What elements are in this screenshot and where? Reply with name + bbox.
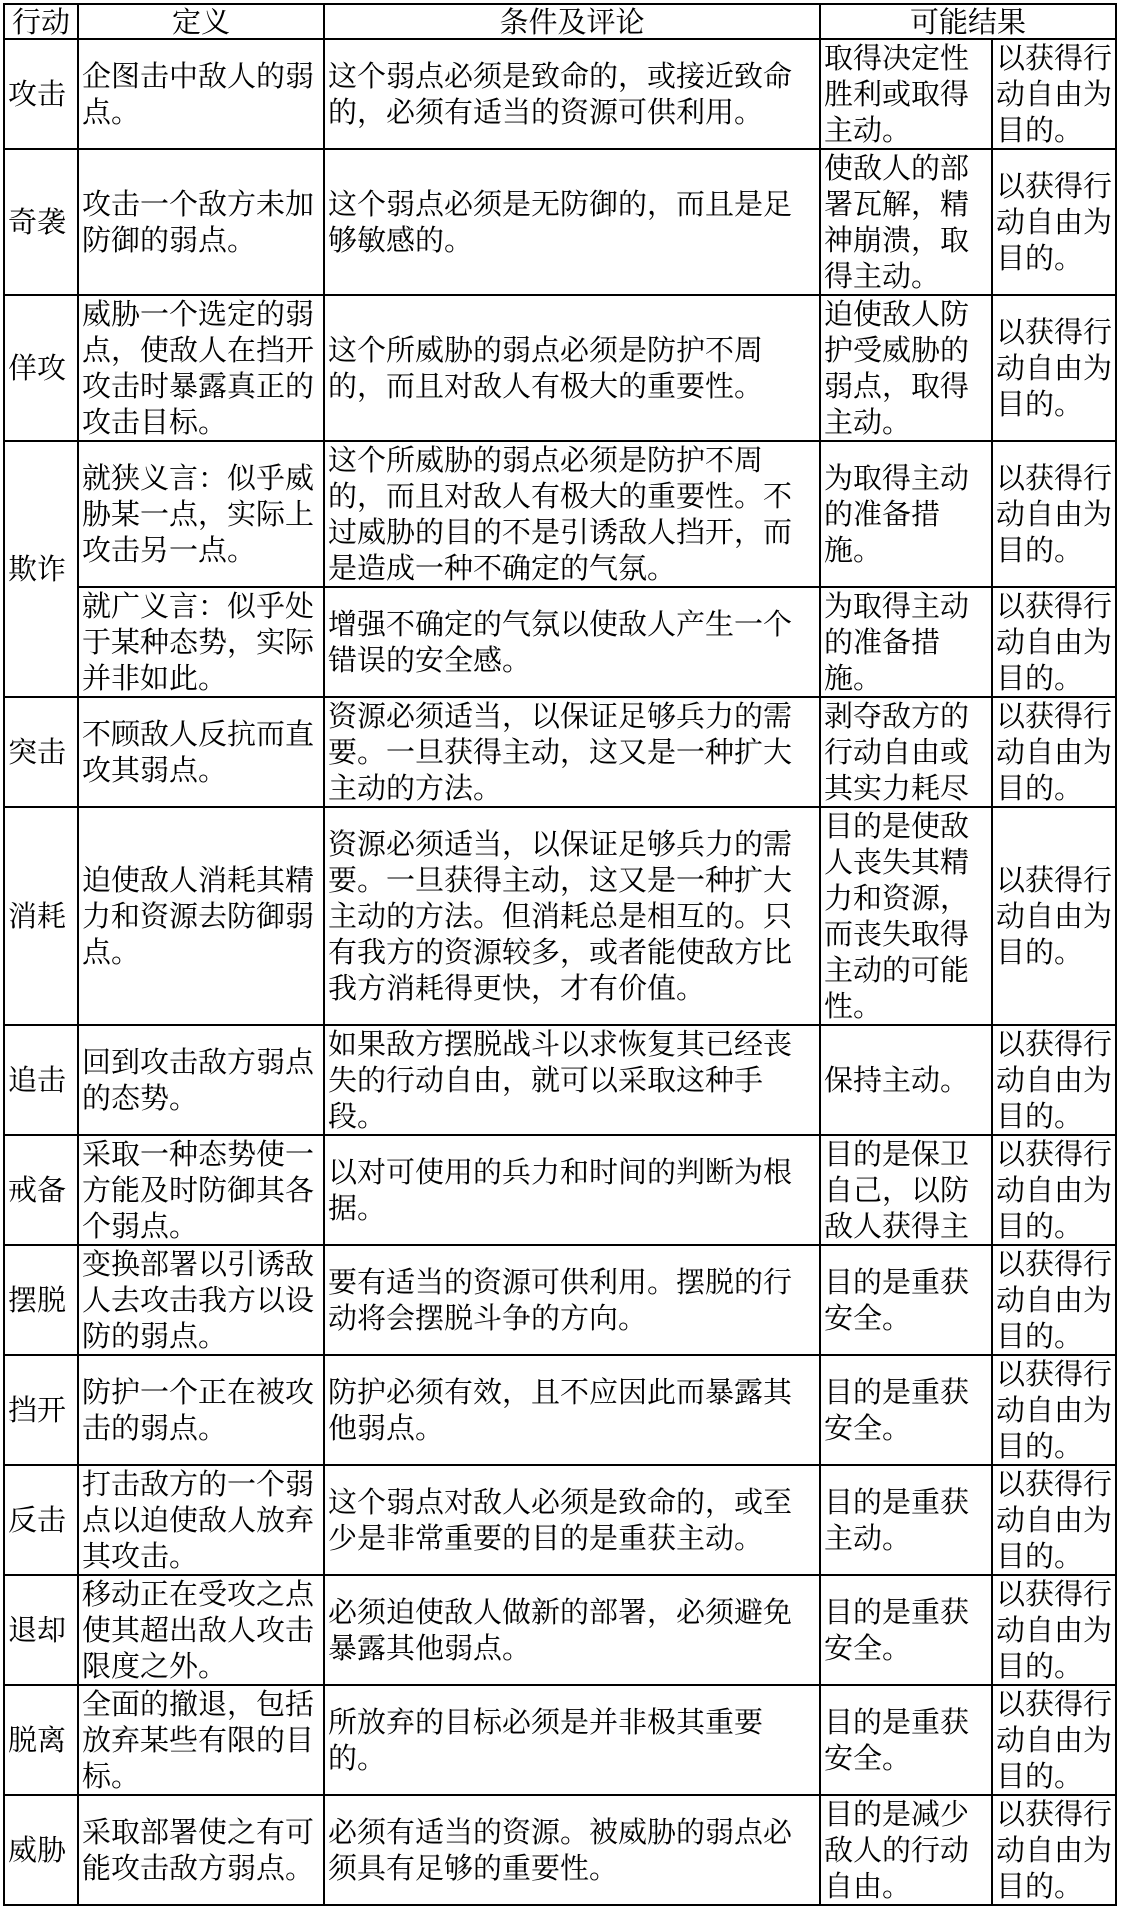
action-cell: 摆脱 <box>4 1245 78 1355</box>
definition-cell: 迫使敌人消耗其精力和资源去防御弱点。 <box>78 807 324 1025</box>
action-cell: 追击 <box>4 1025 78 1135</box>
action-cell: 奇袭 <box>4 149 78 295</box>
definition-cell: 企图击中敌人的弱点。 <box>78 39 324 149</box>
action-cell: 反击 <box>4 1465 78 1575</box>
result-cell: 为取得主动的准备措施。 <box>820 587 992 697</box>
condition-cell: 如果敌方摆脱战斗以求恢复其已经丧失的行动自由，就可以采取这种手段。 <box>324 1025 820 1135</box>
header-definition: 定义 <box>78 4 324 39</box>
definition-cell: 攻击一个敌方未加防御的弱点。 <box>78 149 324 295</box>
result-cell: 取得决定性胜利或取得主动。 <box>820 39 992 149</box>
header-row <box>4 4 1116 39</box>
condition-cell: 防护必须有效，且不应因此而暴露其他弱点。 <box>324 1355 820 1465</box>
condition-cell: 所放弃的目标必须是并非极其重要的。 <box>324 1685 820 1795</box>
condition-cell: 必须有适当的资源。被威胁的弱点必须具有足够的重要性。 <box>324 1795 820 1905</box>
action-cell: 消耗 <box>4 807 78 1025</box>
goal-cell: 以获得行动自由为目的。 <box>992 1355 1116 1465</box>
action-cell: 退却 <box>4 1575 78 1685</box>
action-cell: 戒备 <box>4 1135 78 1245</box>
goal-cell: 以获得行动自由为目的。 <box>992 1795 1116 1905</box>
result-cell: 目的是保卫自己，以防敌人获得主 <box>820 1135 992 1245</box>
condition-cell: 这个所威胁的弱点必须是防护不周的，而且对敌人有极大的重要性。不过威胁的目的不是引诱敌人挡开，而是造成一种不确定的气氛。 <box>324 441 820 587</box>
action-cell: 欺诈 <box>4 441 78 697</box>
definition-cell: 回到攻击敌方弱点的态势。 <box>78 1025 324 1135</box>
action-cell: 佯攻 <box>4 295 78 441</box>
row-surprise <box>4 149 1116 295</box>
definition-cell: 不顾敌人反抗而直攻其弱点。 <box>78 697 324 807</box>
goal-cell: 以获得行动自由为目的。 <box>992 441 1116 587</box>
header-condition: 条件及评论 <box>324 4 820 39</box>
row-deception-narrow <box>4 441 1116 587</box>
row-assault <box>4 697 1116 807</box>
goal-cell: 以获得行动自由为目的。 <box>992 295 1116 441</box>
definition-cell: 就广义言：似乎处于某种态势，实际并非如此。 <box>78 587 324 697</box>
row-attrition <box>4 807 1116 1025</box>
definition-cell: 变换部署以引诱敌人去攻击我方以设防的弱点。 <box>78 1245 324 1355</box>
result-cell: 使敌人的部署瓦解，精神崩溃，取得主动。 <box>820 149 992 295</box>
condition-cell: 这个弱点必须是致命的，或接近致命的，必须有适当的资源可供利用。 <box>324 39 820 149</box>
row-alert <box>4 1135 1116 1245</box>
action-cell: 突击 <box>4 697 78 807</box>
goal-cell: 以获得行动自由为目的。 <box>992 39 1116 149</box>
strategy-table <box>3 3 1117 1906</box>
result-cell: 目的是使敌人丧失其精力和资源，而丧失取得主动的可能性。 <box>820 807 992 1025</box>
result-cell: 目的是重获安全。 <box>820 1245 992 1355</box>
result-cell: 目的是重获主动。 <box>820 1465 992 1575</box>
row-pursuit <box>4 1025 1116 1135</box>
row-parry <box>4 1355 1116 1465</box>
condition-cell: 要有适当的资源可供利用。摆脱的行动将会摆脱斗争的方向。 <box>324 1245 820 1355</box>
result-cell: 迫使敌人防护受威胁的弱点，取得主动。 <box>820 295 992 441</box>
definition-cell: 打击敌方的一个弱点以迫使敌人放弃其攻击。 <box>78 1465 324 1575</box>
goal-cell: 以获得行动自由为目的。 <box>992 807 1116 1025</box>
condition-cell: 资源必须适当，以保证足够兵力的需要。一旦获得主动，这又是一种扩大主动的方法。 <box>324 697 820 807</box>
goal-cell: 以获得行动自由为目的。 <box>992 1465 1116 1575</box>
goal-cell: 以获得行动自由为目的。 <box>992 149 1116 295</box>
goal-cell: 以获得行动自由为目的。 <box>992 697 1116 807</box>
result-cell: 目的是重获安全。 <box>820 1685 992 1795</box>
row-disengage <box>4 1685 1116 1795</box>
result-cell: 保持主动。 <box>820 1025 992 1135</box>
result-cell: 目的是重获安全。 <box>820 1355 992 1465</box>
definition-cell: 移动正在受攻之点使其超出敌人攻击限度之外。 <box>78 1575 324 1685</box>
result-cell: 目的是减少敌人的行动自由。 <box>820 1795 992 1905</box>
row-feint <box>4 295 1116 441</box>
condition-cell: 这个弱点对敌人必须是致命的，或至少是非常重要的目的是重获主动。 <box>324 1465 820 1575</box>
header-result: 可能结果 <box>820 4 1116 39</box>
goal-cell: 以获得行动自由为目的。 <box>992 1245 1116 1355</box>
condition-cell: 以对可使用的兵力和时间的判断为根据。 <box>324 1135 820 1245</box>
condition-cell: 必须迫使敌人做新的部署，必须避免暴露其他弱点。 <box>324 1575 820 1685</box>
goal-cell: 以获得行动自由为目的。 <box>992 1685 1116 1795</box>
goal-cell: 以获得行动自由为目的。 <box>992 1135 1116 1245</box>
row-attack <box>4 39 1116 149</box>
action-cell: 脱离 <box>4 1685 78 1795</box>
action-cell: 威胁 <box>4 1795 78 1905</box>
definition-cell: 就狭义言：似乎威胁某一点，实际上攻击另一点。 <box>78 441 324 587</box>
row-counter <box>4 1465 1116 1575</box>
action-cell: 挡开 <box>4 1355 78 1465</box>
result-cell: 为取得主动的准备措施。 <box>820 441 992 587</box>
row-retreat <box>4 1575 1116 1685</box>
condition-cell: 增强不确定的气氛以使敌人产生一个错误的安全感。 <box>324 587 820 697</box>
header-action: 行动 <box>4 4 78 39</box>
definition-cell: 威胁一个选定的弱点，使敌人在挡开攻击时暴露真正的攻击目标。 <box>78 295 324 441</box>
definition-cell: 全面的撤退，包括放弃某些有限的目标。 <box>78 1685 324 1795</box>
condition-cell: 资源必须适当，以保证足够兵力的需要。一旦获得主动，这又是一种扩大主动的方法。但消耗总是相互的。只有我方的资源较多，或者能使敌方比我方消耗得更快，才有价值。 <box>324 807 820 1025</box>
goal-cell: 以获得行动自由为目的。 <box>992 587 1116 697</box>
definition-cell: 采取部署使之有可能攻击敌方弱点。 <box>78 1795 324 1905</box>
definition-cell: 采取一种态势使一方能及时防御其各个弱点。 <box>78 1135 324 1245</box>
condition-cell: 这个所威胁的弱点必须是防护不周的，而且对敌人有极大的重要性。 <box>324 295 820 441</box>
definition-cell: 防护一个正在被攻击的弱点。 <box>78 1355 324 1465</box>
row-threat <box>4 1795 1116 1905</box>
row-deception-broad <box>4 587 1116 697</box>
goal-cell: 以获得行动自由为目的。 <box>992 1575 1116 1685</box>
row-evade <box>4 1245 1116 1355</box>
result-cell: 目的是重获安全。 <box>820 1575 992 1685</box>
goal-cell: 以获得行动自由为目的。 <box>992 1025 1116 1135</box>
action-cell: 攻击 <box>4 39 78 149</box>
condition-cell: 这个弱点必须是无防御的，而且是足够敏感的。 <box>324 149 820 295</box>
result-cell: 剥夺敌方的行动自由或其实力耗尽 <box>820 697 992 807</box>
